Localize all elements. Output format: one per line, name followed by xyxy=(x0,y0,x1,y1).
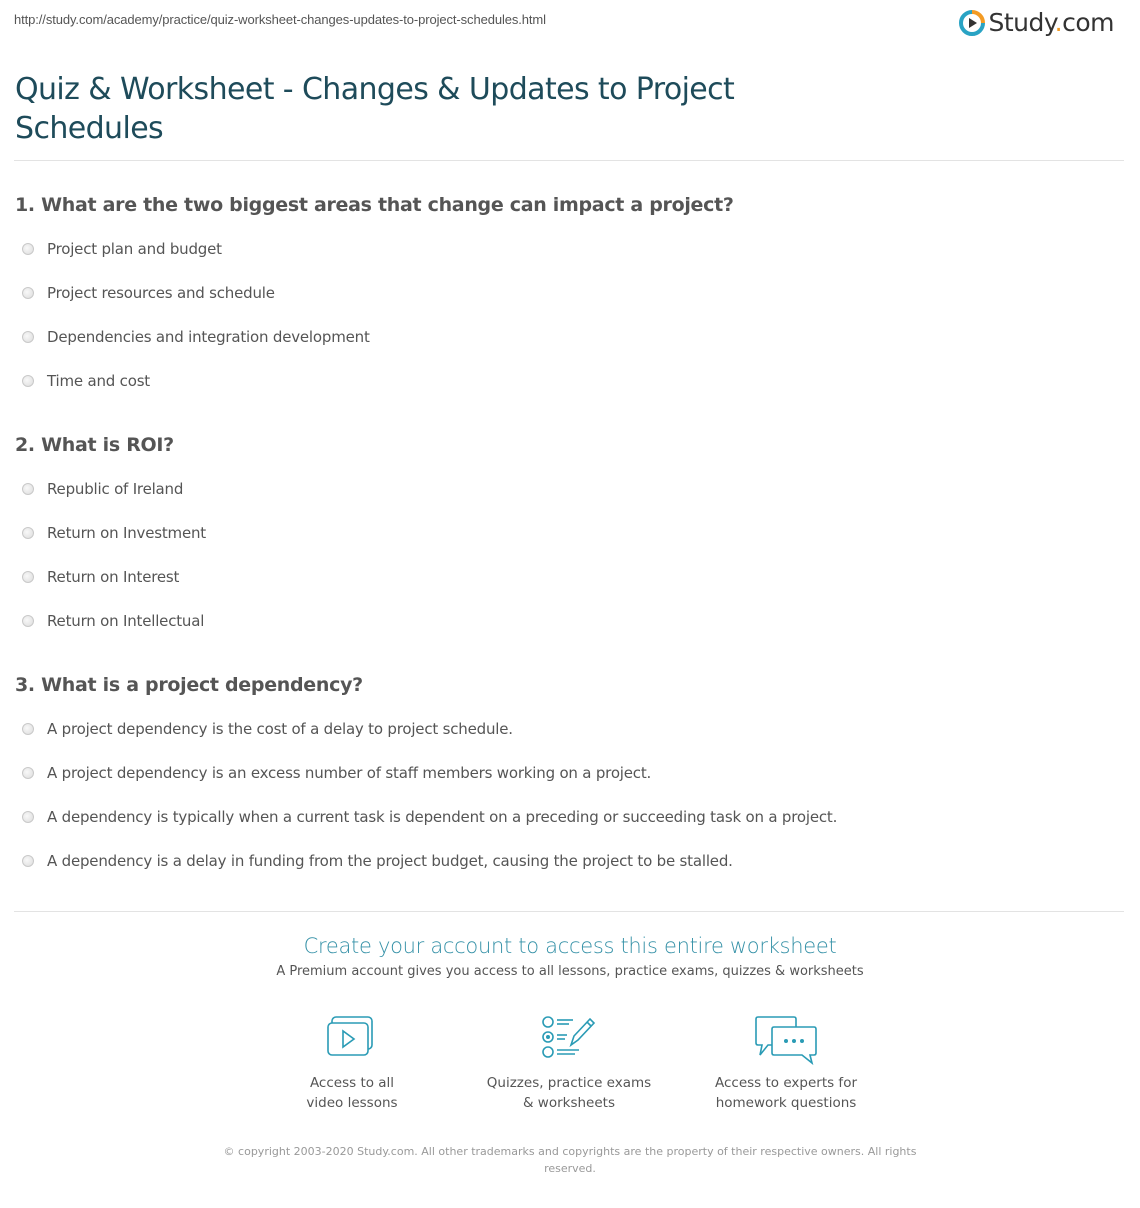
radio-button[interactable] xyxy=(22,855,34,867)
radio-button[interactable] xyxy=(22,723,34,735)
page-title: Quiz & Worksheet - Changes & Updates to Project Schedules xyxy=(15,72,735,146)
q2-option-2[interactable]: Return on Investment xyxy=(22,522,206,544)
feature-label-line2: video lessons xyxy=(306,1095,398,1111)
logo-suffix: com xyxy=(1062,8,1114,37)
feature-quizzes xyxy=(469,1015,669,1113)
q3-option-1[interactable]: A project dependency is the cost of a delay to project schedule. xyxy=(22,718,513,740)
feature-experts xyxy=(686,1015,886,1113)
page-url: http://study.com/academy/practice/quiz-worksheet-changes-updates-to-project-schedules.html xyxy=(14,12,546,27)
chat-bubbles-icon xyxy=(754,1015,818,1065)
radio-button[interactable] xyxy=(22,331,34,343)
q1-option-1[interactable]: Project plan and budget xyxy=(22,238,222,260)
q1-option-2[interactable]: Project resources and schedule xyxy=(22,282,275,304)
q3-option-2[interactable]: A project dependency is an excess number of staff members working on a project. xyxy=(22,762,651,784)
radio-button[interactable] xyxy=(22,767,34,779)
feature-label-line2: & worksheets xyxy=(522,1095,615,1111)
q3-option-4[interactable]: A dependency is a delay in funding from the project budget, causing the project to be stalled. xyxy=(22,850,733,872)
logo-name: Study xyxy=(988,8,1055,37)
radio-button[interactable] xyxy=(22,375,34,387)
radio-button[interactable] xyxy=(22,811,34,823)
quiz-worksheet-icon xyxy=(541,1015,597,1059)
create-account-link[interactable]: Create your account to access this entire worksheet xyxy=(303,934,837,958)
q1-option-3[interactable]: Dependencies and integration development xyxy=(22,326,370,348)
q1-option-4[interactable]: Time and cost xyxy=(22,370,150,392)
radio-button[interactable] xyxy=(22,571,34,583)
study-com-logo[interactable] xyxy=(959,8,1114,37)
radio-button[interactable] xyxy=(22,615,34,627)
cta-subtitle: A Premium account gives you access to all lessons, practice exams, quizzes & worksheets xyxy=(276,964,864,979)
feature-label-line1: Access to all xyxy=(309,1075,395,1091)
title-divider xyxy=(14,160,1124,161)
feature-video-lessons xyxy=(252,1015,452,1113)
question-1: 1. What are the two biggest areas that change can impact a project? xyxy=(15,194,734,216)
q2-option-3[interactable]: Return on Interest xyxy=(22,566,179,588)
q2-option-4[interactable]: Return on Intellectual xyxy=(22,610,204,632)
question-3: 3. What is a project dependency? xyxy=(15,674,363,696)
radio-button[interactable] xyxy=(22,287,34,299)
feature-label-line1: Access to experts for xyxy=(714,1075,857,1091)
feature-label-line1: Quizzes, practice exams xyxy=(486,1075,652,1091)
feature-label-line2: homework questions xyxy=(715,1095,857,1111)
q2-option-1[interactable]: Republic of Ireland xyxy=(22,478,183,500)
q3-option-3[interactable]: A dependency is typically when a current task is dependent on a preceding or succeeding task on a project. xyxy=(22,806,837,828)
copyright-notice: © copyright 2003-2020 Study.com. All other trademarks and copyrights are the property of their respective owners. All rights reserved. xyxy=(223,1145,917,1175)
radio-button[interactable] xyxy=(22,527,34,539)
radio-button[interactable] xyxy=(22,483,34,495)
cta-divider xyxy=(14,911,1124,912)
question-2: 2. What is ROI? xyxy=(15,434,174,456)
logo-dot: . xyxy=(1054,8,1063,37)
video-lessons-icon xyxy=(326,1015,378,1059)
radio-button[interactable] xyxy=(22,243,34,255)
play-logo-icon xyxy=(959,10,985,36)
